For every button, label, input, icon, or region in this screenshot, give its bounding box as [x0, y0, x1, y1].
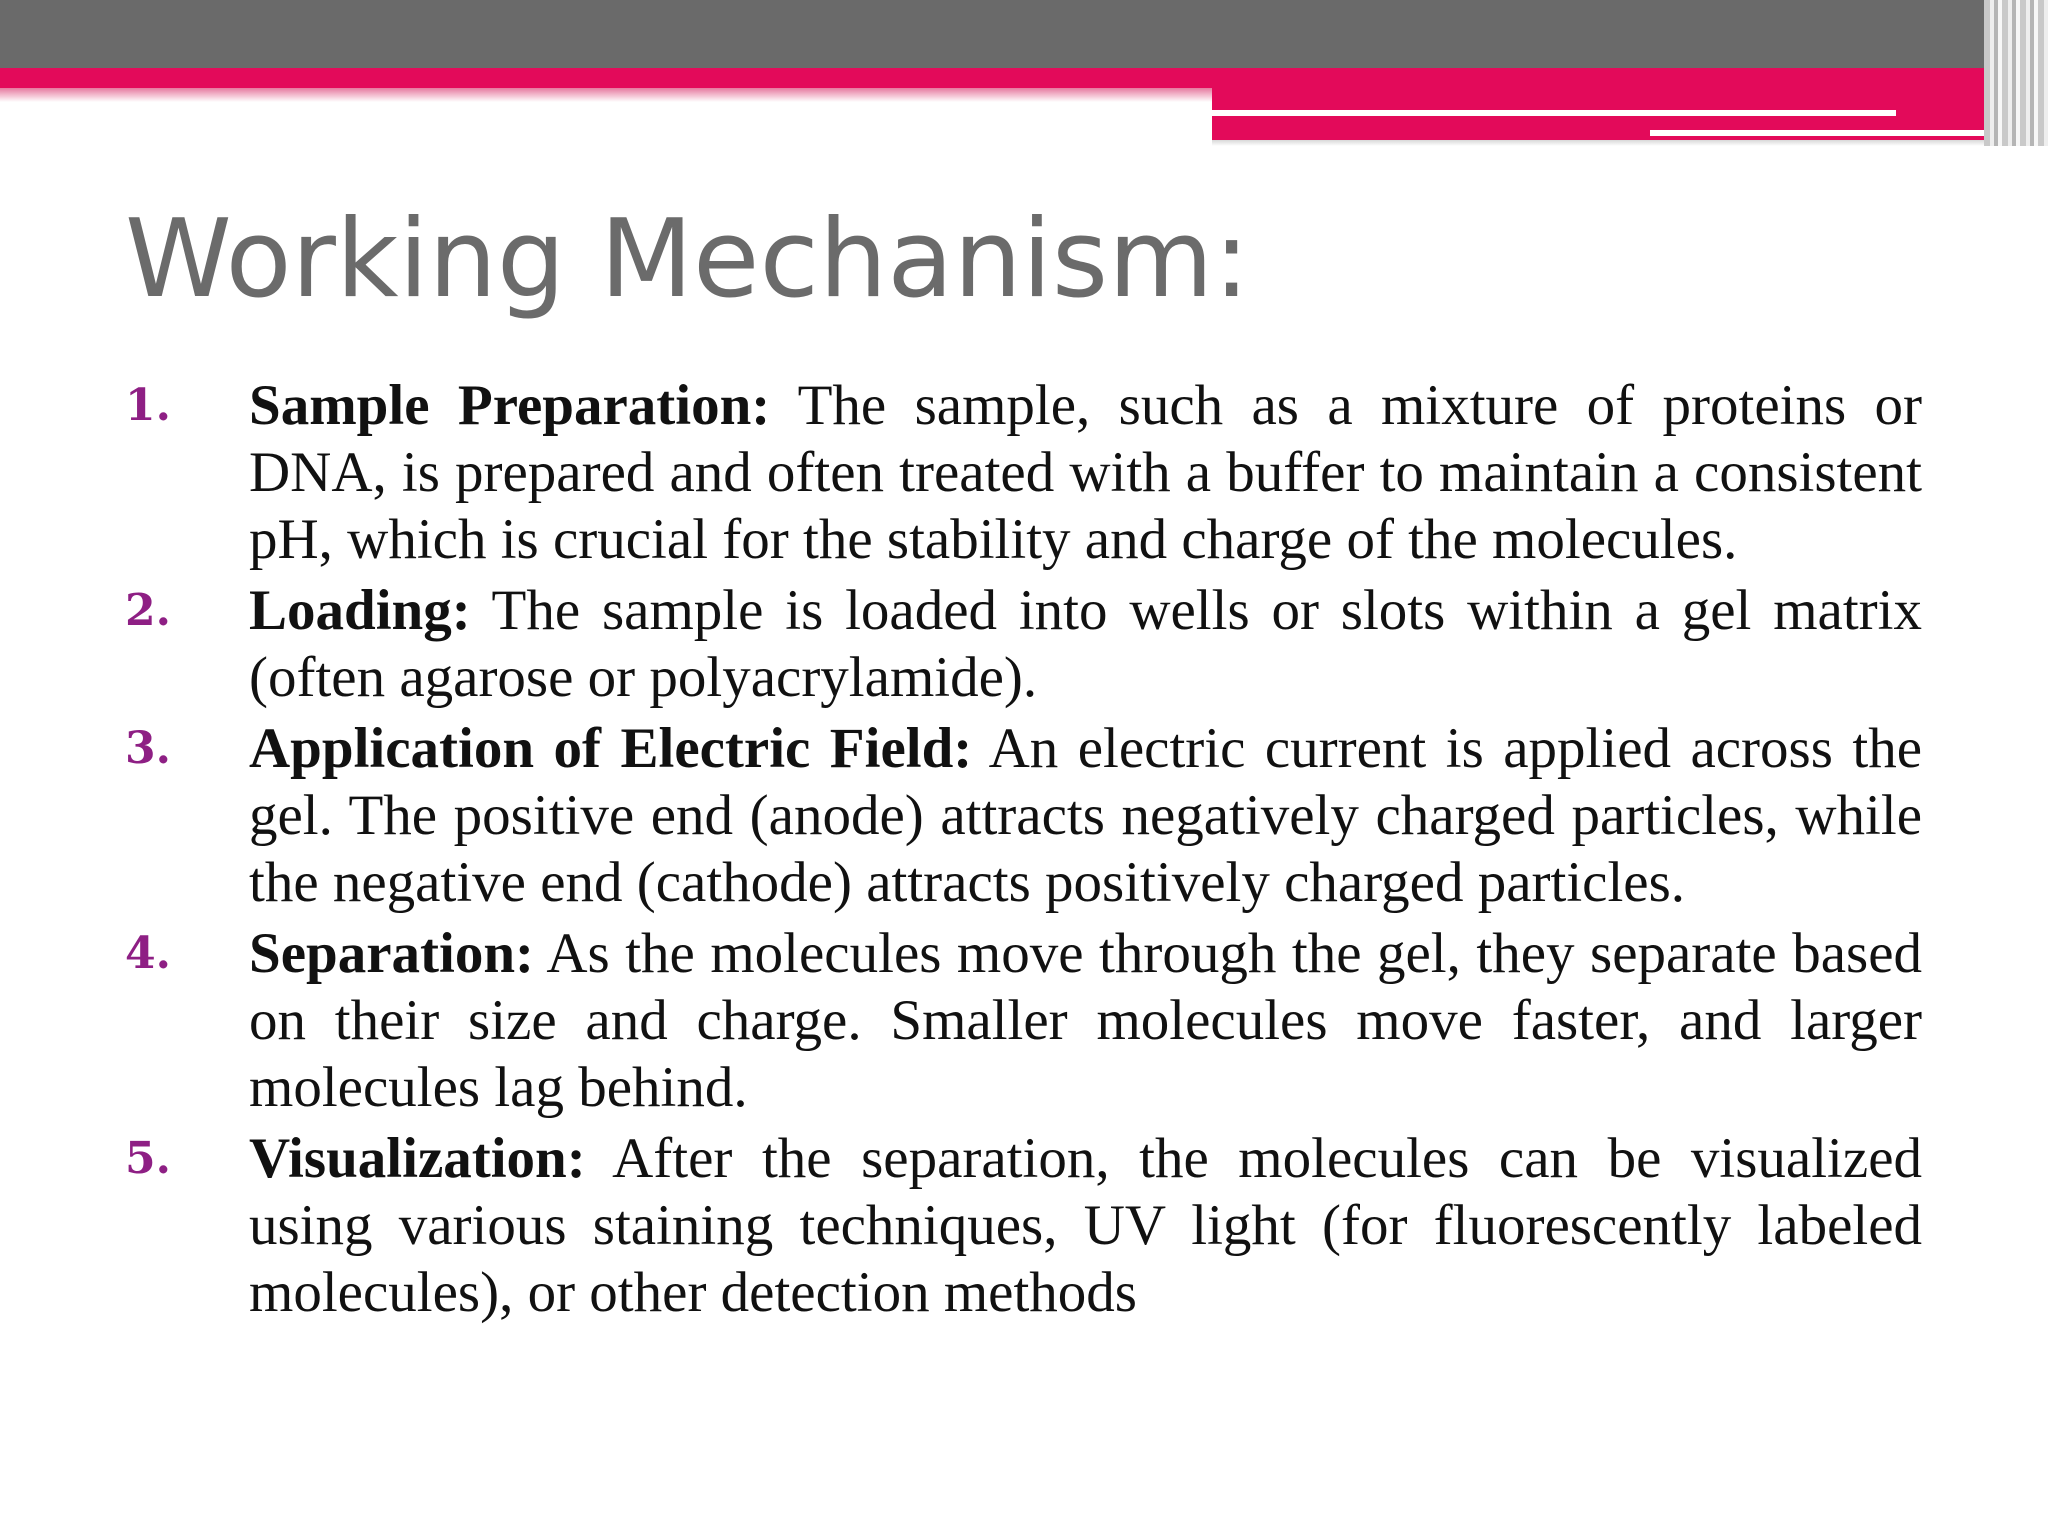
edge-stripes	[1984, 0, 2048, 146]
step-text: An electric current is applied across the gel. The positive end (anode) attracts negatively charged particles, while the negative end (cathode) attracts positively charged particles.	[249, 717, 1922, 914]
step-number: 3.	[125, 723, 171, 774]
step-number: 4.	[125, 928, 171, 979]
step-text: As the molecules move through the gel, they separate based on their size and charge. Smaller molecules move faster, and larger molecules lag behind.	[249, 922, 1922, 1119]
slide-title: Working Mechanism:	[125, 197, 1250, 322]
step-item	[0, 1125, 2048, 1326]
step-item	[0, 715, 2048, 916]
step-heading: Loading:	[249, 579, 471, 642]
header-bar	[0, 0, 2048, 68]
step-item	[0, 577, 2048, 711]
step-body	[249, 577, 1922, 711]
accent-line-bottom	[1650, 130, 2000, 136]
accent-line-top	[1212, 110, 1896, 116]
accent-band-shadow	[0, 88, 1216, 102]
step-text: After the separation, the molecules can be visualized using various staining techniques, UV light (for fluorescently labeled molecules), or other detection methods	[249, 1127, 1922, 1324]
step-body	[249, 372, 1922, 573]
step-heading: Separation:	[249, 922, 534, 985]
steps-list	[0, 372, 2048, 1330]
step-number: 5.	[125, 1133, 171, 1184]
accent-block-shadow	[1212, 140, 2012, 146]
step-body	[249, 715, 1922, 916]
step-body	[249, 920, 1922, 1121]
step-item	[0, 372, 2048, 573]
step-text: The sample, such as a mixture of proteins or DNA, is prepared and often treated with a buffer to maintain a consistent pH, which is crucial for the stability and charge of the molecules.	[249, 374, 1922, 571]
step-heading: Sample Preparation:	[249, 374, 771, 437]
step-item	[0, 920, 2048, 1121]
step-heading: Application of Electric Field:	[249, 717, 973, 780]
step-heading: Visualization:	[249, 1127, 586, 1190]
accent-band	[0, 68, 1216, 88]
step-number: 2.	[125, 585, 171, 636]
step-body	[249, 1125, 1922, 1326]
step-text: The sample is loaded into wells or slots within a gel matrix (often agarose or polyacrylamide).	[249, 579, 1922, 709]
step-number: 1.	[125, 380, 171, 431]
